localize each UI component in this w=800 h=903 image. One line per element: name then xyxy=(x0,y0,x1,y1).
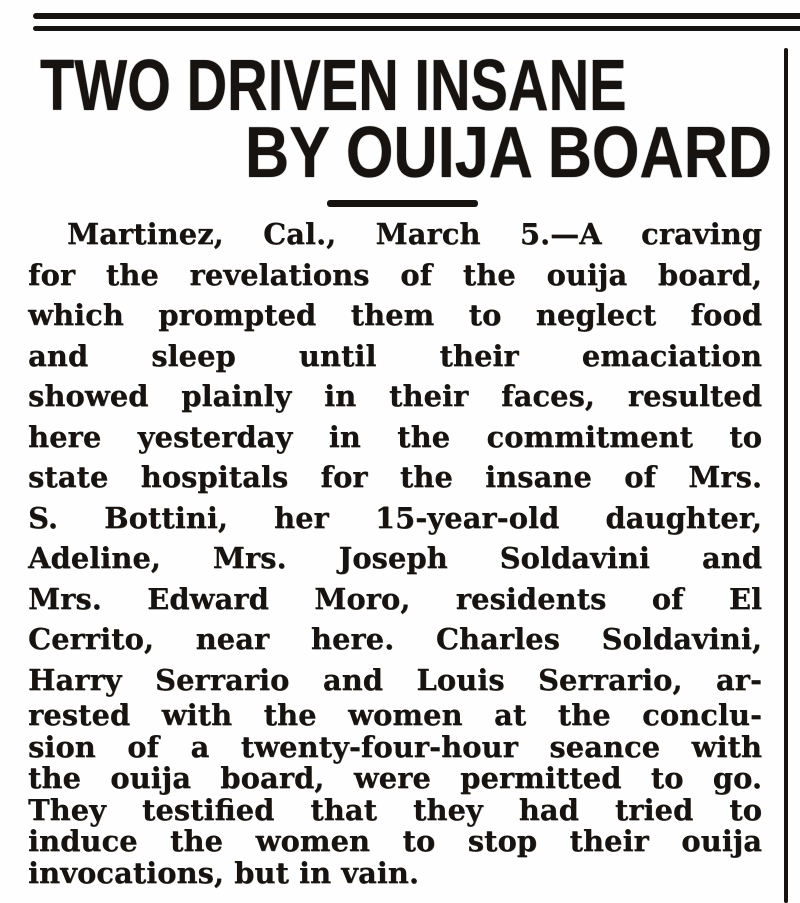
body-line: Martinez, Cal., March 5.—A craving xyxy=(67,217,762,251)
top-rule-upper xyxy=(33,13,800,19)
article-body xyxy=(28,214,762,889)
body-line: the ouija board, were permitted to go. xyxy=(28,761,762,795)
body-line: state hospitals for the insane of Mrs. xyxy=(28,460,762,494)
headline-divider xyxy=(327,200,478,207)
body-line: induce the women to stop their ouija xyxy=(28,824,762,858)
body-line: S. Bottini, her 15-year-old daughter, xyxy=(28,500,762,535)
body-line: Harry Serrario and Louis Serrario, ar- xyxy=(28,662,762,697)
body-line: which prompted them to neglect food xyxy=(28,298,762,332)
body-line: invocations, but in vain. xyxy=(28,855,419,890)
body-line: Mrs. Edward Moro, residents of El xyxy=(28,581,762,616)
body-line: They testified that they had tried to xyxy=(28,792,762,827)
body-line: rested with the women at the conclu- xyxy=(28,698,762,732)
body-line: showed plainly in their faces, resulted xyxy=(28,379,762,413)
body-line: Cerrito, near here. Charles Soldavini, xyxy=(28,622,762,656)
body-line: sion of a twenty-four-hour seance with xyxy=(28,729,762,764)
headline-line-2: BY OUIJA BOARD xyxy=(244,113,772,193)
top-rule-lower xyxy=(33,26,800,31)
headline-line-1: TWO DRIVEN INSANE xyxy=(40,46,627,126)
body-line: for the revelations of the ouija board, xyxy=(28,257,762,292)
body-line: here yesterday in the commitment to xyxy=(28,419,762,454)
body-line: Adeline, Mrs. Joseph Soldavini and xyxy=(28,541,762,575)
body-line: and sleep until their emaciation xyxy=(28,338,762,373)
column-divider-rule xyxy=(784,48,788,903)
